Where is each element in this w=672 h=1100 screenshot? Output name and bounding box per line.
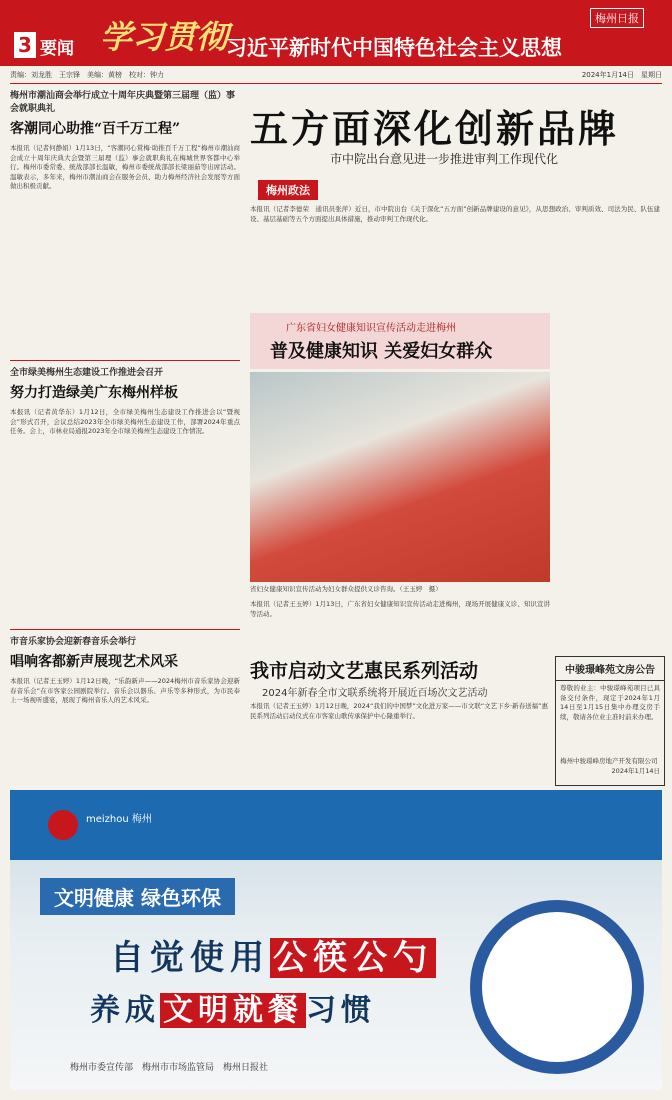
lead-subhead: 市中院出台意见进一步推进审判工作现代化 [330, 152, 559, 166]
notice-title: 中骏璟峰苑文房公告 [556, 657, 664, 681]
article1-kicker: 梅州市潮汕商会举行成立十周年庆典暨第三届理（监）事会就职典礼 [10, 91, 236, 114]
ad-theme: 文明健康 绿色环保 [40, 878, 235, 915]
notice-body: 尊敬的业主：中骏璟峰苑项目已具备交付条件，现定于2024年1月14日至1月15日集中办理交房手续，敬请各位业主准时前来办理。 [560, 684, 660, 721]
ad-line2-post: 习惯 [306, 993, 376, 1028]
ad-line-1 [110, 930, 436, 979]
women-kicker: 广东省妇女健康知识宣传活动走进梅州 [286, 323, 456, 334]
lead-headline: 五方面深化创新品牌 [250, 106, 620, 151]
women-title: 普及健康知识 关爱妇女群众 [270, 341, 493, 362]
section-label: 要闻 [40, 39, 74, 59]
article2-title: 努力打造绿美广东梅州样板 [10, 385, 178, 401]
article3-title: 唱响客都新声展现艺术风采 [10, 654, 178, 670]
notice-date: 2024年1月14日 [611, 766, 660, 775]
article3-kicker: 市音乐家协会迎新春音乐会举行 [10, 637, 137, 647]
arts-body: 本报讯（记者王玉婷）1月12日晚，2024“我们的中国梦”文化进万家——市文联“文艺下乡·新春送福”惠民系列活动启动仪式在市客家山歌传承保护中心隆重举行。 [250, 702, 548, 720]
article1-title: 客潮同心助推“百千万工程” [10, 121, 181, 137]
lead-body: 本报讯（记者李德荣 通讯员张萍）近日，市中院出台《关于深化“五方面”创新品牌建设的意见》，从思想政治、审判质效、司法为民、队伍建设、基层基础等五个方面提出具体措施，推动审判工作现代化。 [250, 205, 660, 223]
left-column [10, 90, 240, 797]
ad-line2-pre: 养成 [90, 993, 160, 1028]
ad-line-2 [90, 985, 376, 1029]
ad-brand: meizhou 梅州 [86, 814, 152, 825]
masthead-slogan: 学习贯彻 [100, 18, 229, 56]
section-tag: 梅州政法 [258, 180, 318, 200]
newspaper-logo: 梅州日报 [590, 8, 644, 28]
notice-company: 梅州中骏璟峰房地产开发有限公司 [560, 757, 658, 765]
ad-line2-highlight: 文明就餐 [160, 993, 306, 1028]
arts-title: 我市启动文艺惠民系列活动 [250, 660, 479, 682]
article3-body: 本报讯（记者王玉婷）1月12日晚，“乐韵新声——2024梅州市音乐家协会迎新春音乐会”在市客家公园剧院举行。音乐会以器乐、声乐等多种形式，为市民奉上一场视听盛宴，展现了梅州音乐人的艺术风采。 [10, 677, 240, 705]
city-logo-icon [48, 810, 78, 840]
divider [10, 360, 240, 361]
article2-body: 本报讯（记者黄华东）1月12日，全市绿美梅州生态建设工作推进会以“暨视会”形式召开，会议总结2023年全市绿美梅州生态建设工作，部署2024年重点任务。会上，市林业局通报2023年全市绿美梅州生态建设工作情况。 [10, 408, 240, 436]
divider [10, 629, 240, 630]
editor-credits: 责编：刘龙胜 王宗锋 美编：黄榜 校对：钟力 [10, 71, 164, 79]
public-service-ad [10, 790, 662, 1090]
notice-box [555, 656, 665, 786]
credits-line [10, 70, 662, 84]
ad-line1-highlight: 公筷公勺 [270, 938, 436, 978]
ad-header [10, 790, 662, 860]
women-banner [250, 313, 550, 369]
ad-footer: 梅州市委宣传部 梅州市市场监管局 梅州日报社 [70, 1063, 269, 1073]
ad-line1-pre: 自觉使用 [110, 938, 270, 978]
bowl-icon [470, 900, 644, 1074]
event-photo [250, 372, 550, 582]
issue-date: 2024年1月14日 星期日 [581, 71, 662, 79]
masthead-subtitle: 习近平新时代中国特色社会主义思想 [226, 36, 562, 60]
photo-caption: 省妇女健康知识宣传活动为妇女群众提供义诊咨询。（王玉婷 摄） [250, 585, 442, 593]
article2-kicker: 全市绿美梅州生态建设工作推进会召开 [10, 368, 164, 378]
masthead [0, 0, 672, 66]
page-number: 3 [14, 32, 36, 58]
article1-body: 本报讯（记者何静娟）1月13日，“客潮同心赏梅·助推百千万工程”梅州市潮汕商会成立十周年庆典大会暨第三届理（监）事会就职典礼在梅城世界客都中心举行。梅州市委常委、统战部部长温敏，梅州市委统战部部长梁丽茹等出席活动。温敏表示，多年来，梅州市潮汕商会在服务会员、助力梅州经济社会发展等方面做出积极贡献。 [10, 144, 240, 191]
arts-subtitle: 2024年新春全市文联系统将开展近百场次文艺活动 [262, 688, 488, 699]
women-body: 本报讯（记者王玉婷）1月13日，广东省妇女健康知识宣传活动走进梅州，现场开展健康义诊、知识宣讲等活动。 [250, 600, 550, 618]
